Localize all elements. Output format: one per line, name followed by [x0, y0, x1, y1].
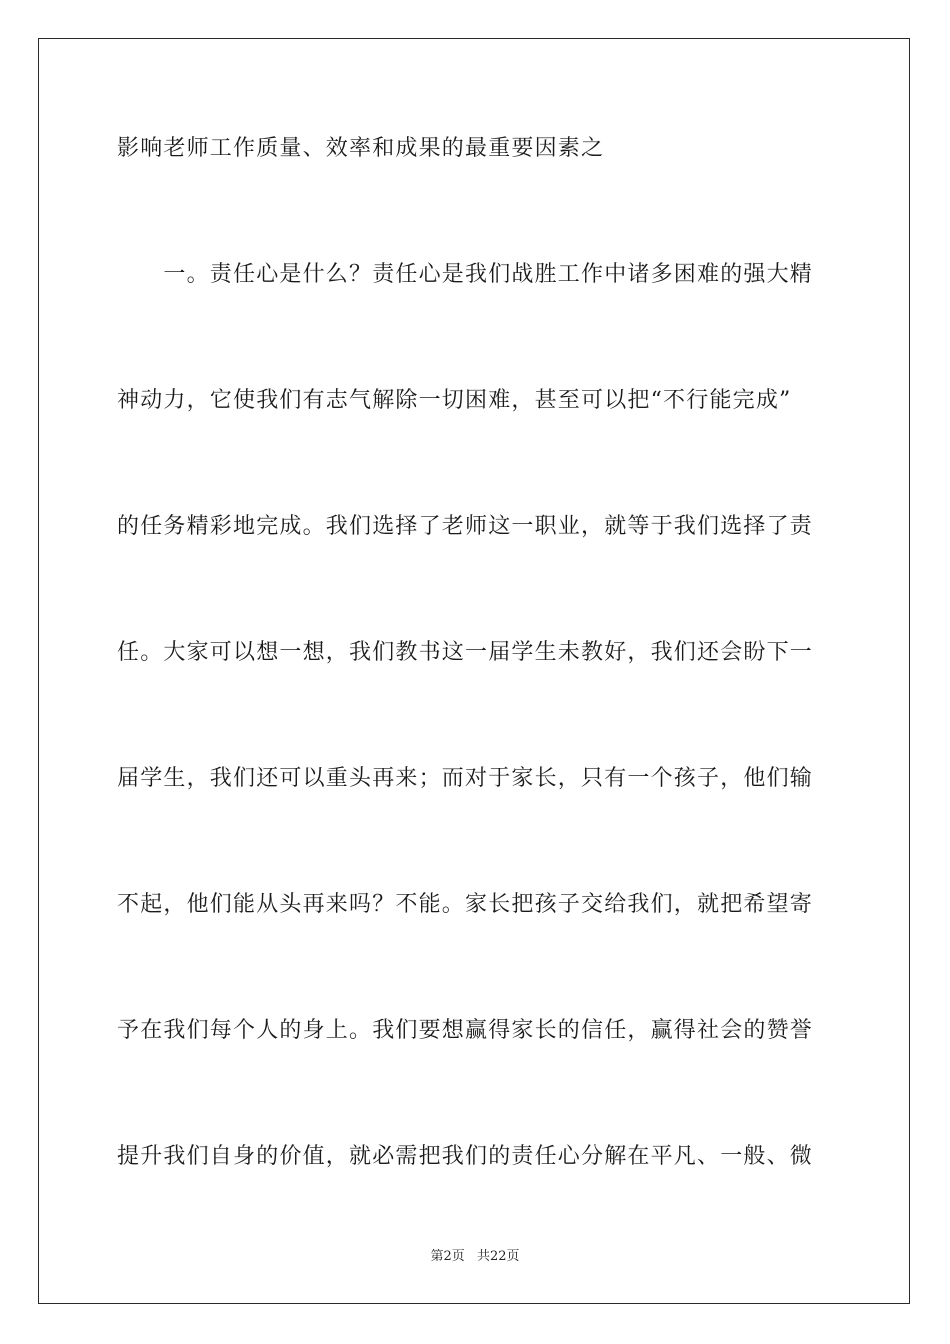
- body-line-6: 届学生，我们还可以重头再来；而对于家长，只有一个孩子，他们输: [117, 766, 814, 791]
- body-line-3: 神动力，它使我们有志气解除一切困难，甚至可以把“不行能完成”: [117, 388, 792, 413]
- body-line-1: 影响老师工作质量、效率和成果的最重要因素之: [117, 136, 605, 161]
- page-total: 共22页: [476, 1249, 520, 1264]
- page-footer: [0, 1248, 950, 1266]
- page-border: [38, 38, 910, 1304]
- page-number: 第2页: [430, 1249, 465, 1264]
- body-line-4: 的任务精彩地完成。我们选择了老师这一职业，就等于我们选择了责: [117, 514, 814, 539]
- body-line-7: 不起，他们能从头再来吗？不能。家长把孩子交给我们，就把希望寄: [117, 892, 814, 917]
- body-line-8: 予在我们每个人的身上。我们要想赢得家长的信任，赢得社会的赞誉: [117, 1018, 814, 1043]
- body-line-5: 任。大家可以想一想，我们教书这一届学生未教好，我们还会盼下一: [117, 640, 814, 665]
- body-line-9: 提升我们自身的价值，就必需把我们的责任心分解在平凡、一般、微: [117, 1144, 814, 1169]
- body-line-2: 一。责任心是什么？责任心是我们战胜工作中诸多困难的强大精: [117, 262, 814, 287]
